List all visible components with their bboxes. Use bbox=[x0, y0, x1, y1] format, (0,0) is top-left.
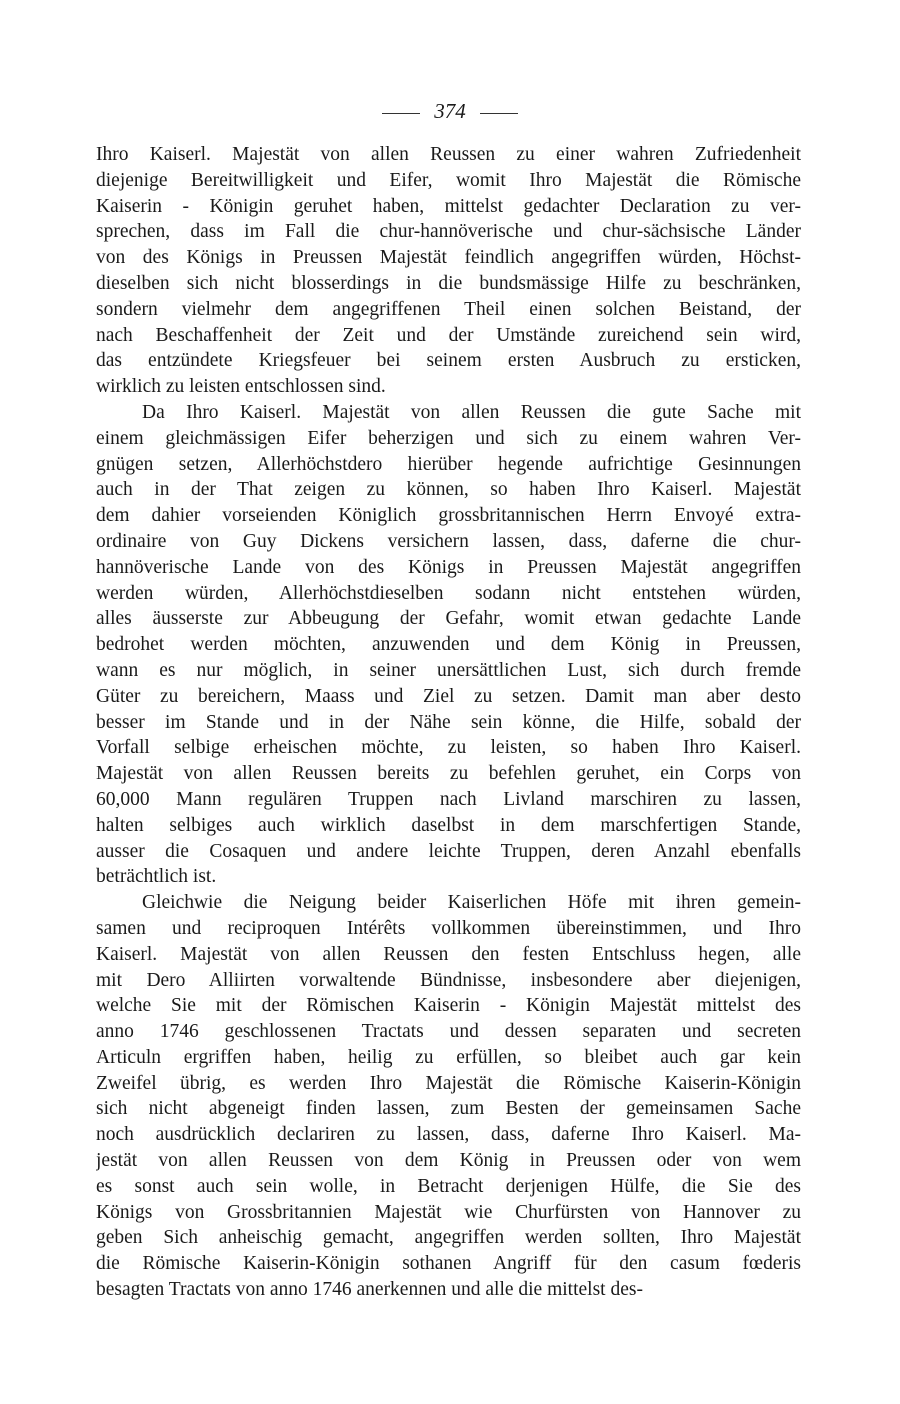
text-line: Da Ihro Kaiserl. Majestät von allen Reussen die gute Sache mit bbox=[142, 401, 801, 423]
text-line: beträchtlich ist. bbox=[96, 866, 217, 888]
text-line: noch ausdrücklich declariren zu lassen, dass, daferne Ihro Kaiserl. Ma- bbox=[96, 1124, 801, 1146]
text-line: geben Sich anheischig gemacht, angegriffen werden sollten, Ihro Majestät bbox=[96, 1227, 801, 1249]
text-line: Zweifel übrig, es werden Ihro Majestät die Römische Kaiserin-Königin bbox=[96, 1072, 801, 1094]
header-rule-right bbox=[480, 113, 518, 114]
text-line: das entzündete Kriegsfeuer bei seinem ersten Ausbruch zu ersticken, bbox=[96, 350, 801, 372]
text-line: mit Dero Alliirten vorwaltende Bündnisse, insbesondere aber diejenigen, bbox=[96, 969, 801, 991]
text-line: Majestät von allen Reussen bereits zu befehlen geruhet, ein Corps von bbox=[96, 763, 801, 785]
text-line: Vorfall selbige erheischen möchte, zu leisten, so haben Ihro Kaiserl. bbox=[96, 737, 801, 759]
text-line: alles äusserste zur Abbeugung der Gefahr, womit etwan gedachte Lande bbox=[96, 608, 801, 630]
text-line: halten selbiges auch wirklich daselbst in dem marschfertigen Stande, bbox=[96, 814, 801, 836]
text-line: Articuln ergriffen haben, heilig zu erfüllen, so bleibet auch gar kein bbox=[96, 1046, 801, 1068]
text-line: es sonst auch sein wolle, in Betracht derjenigen Hülfe, die Sie des bbox=[96, 1175, 801, 1197]
text-line: Kaiserin - Königin geruhet haben, mittelst gedachter Declaration zu ver- bbox=[96, 195, 801, 217]
text-line: besagten Tractats von anno 1746 anerkennen und alle die mittelst des- bbox=[96, 1279, 643, 1301]
text-line: hannöverische Lande von des Königs in Preussen Majestät angegriffen bbox=[96, 556, 801, 578]
text-line: ordinaire von Guy Dickens versichern lassen, dass, daferne die chur- bbox=[96, 530, 801, 552]
text-line: von des Königs in Preussen Majestät feindlich angegriffen würden, Höchst- bbox=[96, 247, 801, 269]
text-line: anno 1746 geschlossenen Tractats und dessen separaten und secreten bbox=[96, 1021, 801, 1043]
text-line: wann es nur möglich, in seiner unersättlichen Lust, sich durch fremde bbox=[96, 659, 801, 681]
text-line: samen und reciproquen Intérêts vollkommen übereinstimmen, und Ihro bbox=[96, 917, 801, 939]
text-line: nach Beschaffenheit der Zeit und der Umstände zureichend sein wird, bbox=[96, 324, 801, 346]
text-line: einem gleichmässigen Eifer beherzigen und sich zu einem wahren Ver- bbox=[96, 427, 801, 449]
text-line: dem dahier vorseienden Königlich grossbritannischen Herrn Envoyé extra- bbox=[96, 505, 801, 527]
text-line: sich nicht abgeneigt finden lassen, zum Besten der gemeinsamen Sache bbox=[96, 1098, 801, 1120]
text-line: diejenige Bereitwilligkeit und Eifer, womit Ihro Majestät die Römische bbox=[96, 169, 801, 191]
text-line: Ihro Kaiserl. Majestät von allen Reussen zu einer wahren Zufriedenheit bbox=[96, 144, 801, 165]
text-line: Königs von Grossbritannien Majestät wie Churfürsten von Hannover zu bbox=[96, 1201, 801, 1223]
text-line: welche Sie mit der Römischen Kaiserin - Königin Majestät mittelst des bbox=[96, 995, 801, 1017]
text-line: Kaiserl. Majestät von allen Reussen den festen Entschluss hegen, alle bbox=[96, 943, 801, 965]
page-number: 374 bbox=[434, 99, 466, 123]
text-line: die Römische Kaiserin-Königin sothanen Angriff für den casum fœderis bbox=[96, 1253, 801, 1275]
text-line: 60,000 Mann regulären Truppen nach Livland marschiren zu lassen, bbox=[96, 788, 801, 810]
text-line: dieselben sich nicht blosserdings in die bundsmässige Hilfe zu beschränken, bbox=[96, 272, 801, 294]
text-line: sprechen, dass im Fall die chur-hannöverische und chur-sächsische Länder bbox=[96, 221, 801, 243]
page-header bbox=[0, 96, 900, 126]
text-line: ausser die Cosaquen und andere leichte Truppen, deren Anzahl ebenfalls bbox=[96, 840, 801, 862]
text-line: gnügen setzen, Allerhöchstdero hierüber hegende aufrichtige Gesinnungen bbox=[96, 453, 801, 475]
body-text bbox=[96, 142, 801, 1303]
text-line: Gleichwie die Neigung beider Kaiserlichen Höfe mit ihren gemein- bbox=[142, 892, 801, 914]
text-line: wirklich zu leisten entschlossen sind. bbox=[96, 376, 386, 398]
header-rule-left bbox=[382, 113, 420, 114]
text-line: werden würden, Allerhöchstdieselben sodann nicht entstehen würden, bbox=[96, 582, 801, 604]
text-line: auch in der That zeigen zu können, so haben Ihro Kaiserl. Majestät bbox=[96, 479, 801, 501]
text-line: bedrohet werden möchten, anzuwenden und dem König in Preussen, bbox=[96, 634, 801, 656]
text-line: besser im Stande und in der Nähe sein könne, die Hilfe, sobald der bbox=[96, 711, 801, 733]
text-line: Güter zu bereichern, Maass und Ziel zu setzen. Damit man aber desto bbox=[96, 685, 801, 707]
text-line: sondern vielmehr dem angegriffenen Theil einen solchen Beistand, der bbox=[96, 298, 801, 320]
text-line: jestät von allen Reussen von dem König in Preussen oder von wem bbox=[96, 1150, 801, 1172]
